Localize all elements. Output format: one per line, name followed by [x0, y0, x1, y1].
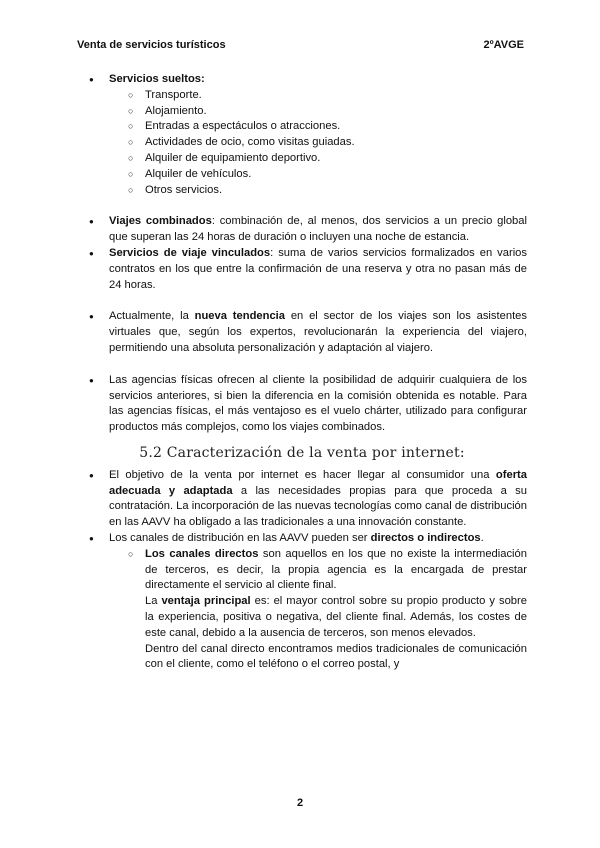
bullet-viajes-combinados [77, 214, 527, 246]
dentro-paragraph: Dentro del canal directo encontramos medios tradicionales de comunicación con el cliente, como el teléfono o el correo postal, y [145, 642, 527, 671]
list-item: ○ Alquiler de equipamiento deportivo. [77, 151, 527, 167]
page-content [77, 72, 527, 673]
section-heading: 5.2 Caracterización de la venta por internet: [139, 444, 465, 461]
canales-term: directos o indirectos [370, 531, 481, 544]
bullet-objetivo [77, 468, 527, 531]
list-item: ○ Alojamiento. [77, 104, 527, 120]
nueva-tendencia-pre: Actualmente, la [109, 310, 195, 323]
list-item: ○ Transporte. [77, 88, 527, 104]
list-item: ○ Actividades de ocio, como visitas guiadas. [77, 135, 527, 151]
objetivo-term: oferta adecuada y adaptada [109, 468, 527, 497]
servicios-sueltos-title: Servicios sueltos [109, 73, 202, 85]
nueva-tendencia-post: en el sector de los viajes son los asistentes virtuales que, según los expertos, revolucionarán la experiencia del viajero, permitiendo una absoluta personalización y adaptación al viajero. [109, 310, 527, 354]
agencias-fisicas-text: Las agencias físicas ofrecen al cliente la posibilidad de adquirir cualquiera de los servicios anteriores, si bien la diferencia en la comisión obtenida es notable. Para las agencias físicas, el más ventajoso es el vuelo chárter, utilizado para configurar productos más complejos, como los viajes combinados. [109, 373, 527, 434]
bullet-servicios-sueltos [77, 72, 527, 88]
ventaja-paragraph [77, 594, 527, 641]
bullet-canales [77, 531, 527, 547]
servicios-vinculados-text: : suma de varios servicios formalizados en varios contratos en los que entre la confirmación de una reserva y otra no pasan más de 24 horas. [109, 246, 527, 291]
page-number: 2 [296, 797, 304, 809]
canales-directos-term: Los canales directos [145, 547, 259, 560]
objetivo-post: a las necesidades propias para que proceda a su contratación. La incorporación de las nuevas tecnologías como canal de distribución en las AAVV ha obligado a las tradicionales a una innovación constante. [109, 484, 527, 529]
canales-post: . [480, 531, 484, 544]
bullet-nueva-tendencia [77, 309, 527, 356]
sub-canales-directos [77, 547, 527, 594]
list-item: ○ Otros servicios. [77, 183, 527, 199]
canales-directos-text: son aquellos en los que no existe la intermediación de terceros, es decir, la propia agencia es la encargada de prestar directamente el servicio al cliente final. [145, 547, 527, 592]
objetivo-pre: El objetivo de la venta por internet es hacer llegar al consumidor una [109, 468, 496, 481]
header-title: Venta de servicios turísticos [77, 39, 226, 51]
servicios-vinculados-term: Servicios de viaje vinculados [109, 246, 271, 259]
nueva-tendencia-term: nueva tendencia [194, 310, 286, 323]
ventaja-term: ventaja principal [161, 595, 251, 608]
bullet-agencias-fisicas [77, 373, 527, 436]
list-item: ○ Alquiler de vehículos. [77, 167, 527, 183]
canales-pre: Los canales de distribución en las AAVV pueden ser [109, 531, 371, 544]
bullet-servicios-vinculados [77, 246, 527, 293]
ventaja-pre: La [145, 595, 162, 608]
header-course: 2ºAVGE [483, 39, 524, 51]
ventaja-post: es: el mayor control sobre su propio producto y sobre la experiencia, positiva o negativa, del cliente final. Además, los costes de este canal, debido a la ausencia de terceros, son menos elevados. [145, 595, 527, 639]
page-header [77, 38, 524, 54]
viajes-combinados-term: Viajes combinados [109, 215, 212, 228]
servicios-sueltos-colon: : [201, 73, 205, 85]
viajes-combinados-text: : combinación de, al menos, dos servicios a un precio global que superan las 24 horas de duración o incluyen una noche de estancia. [109, 215, 527, 244]
list-item: ○ Entradas a espectáculos o atracciones. [77, 119, 527, 135]
